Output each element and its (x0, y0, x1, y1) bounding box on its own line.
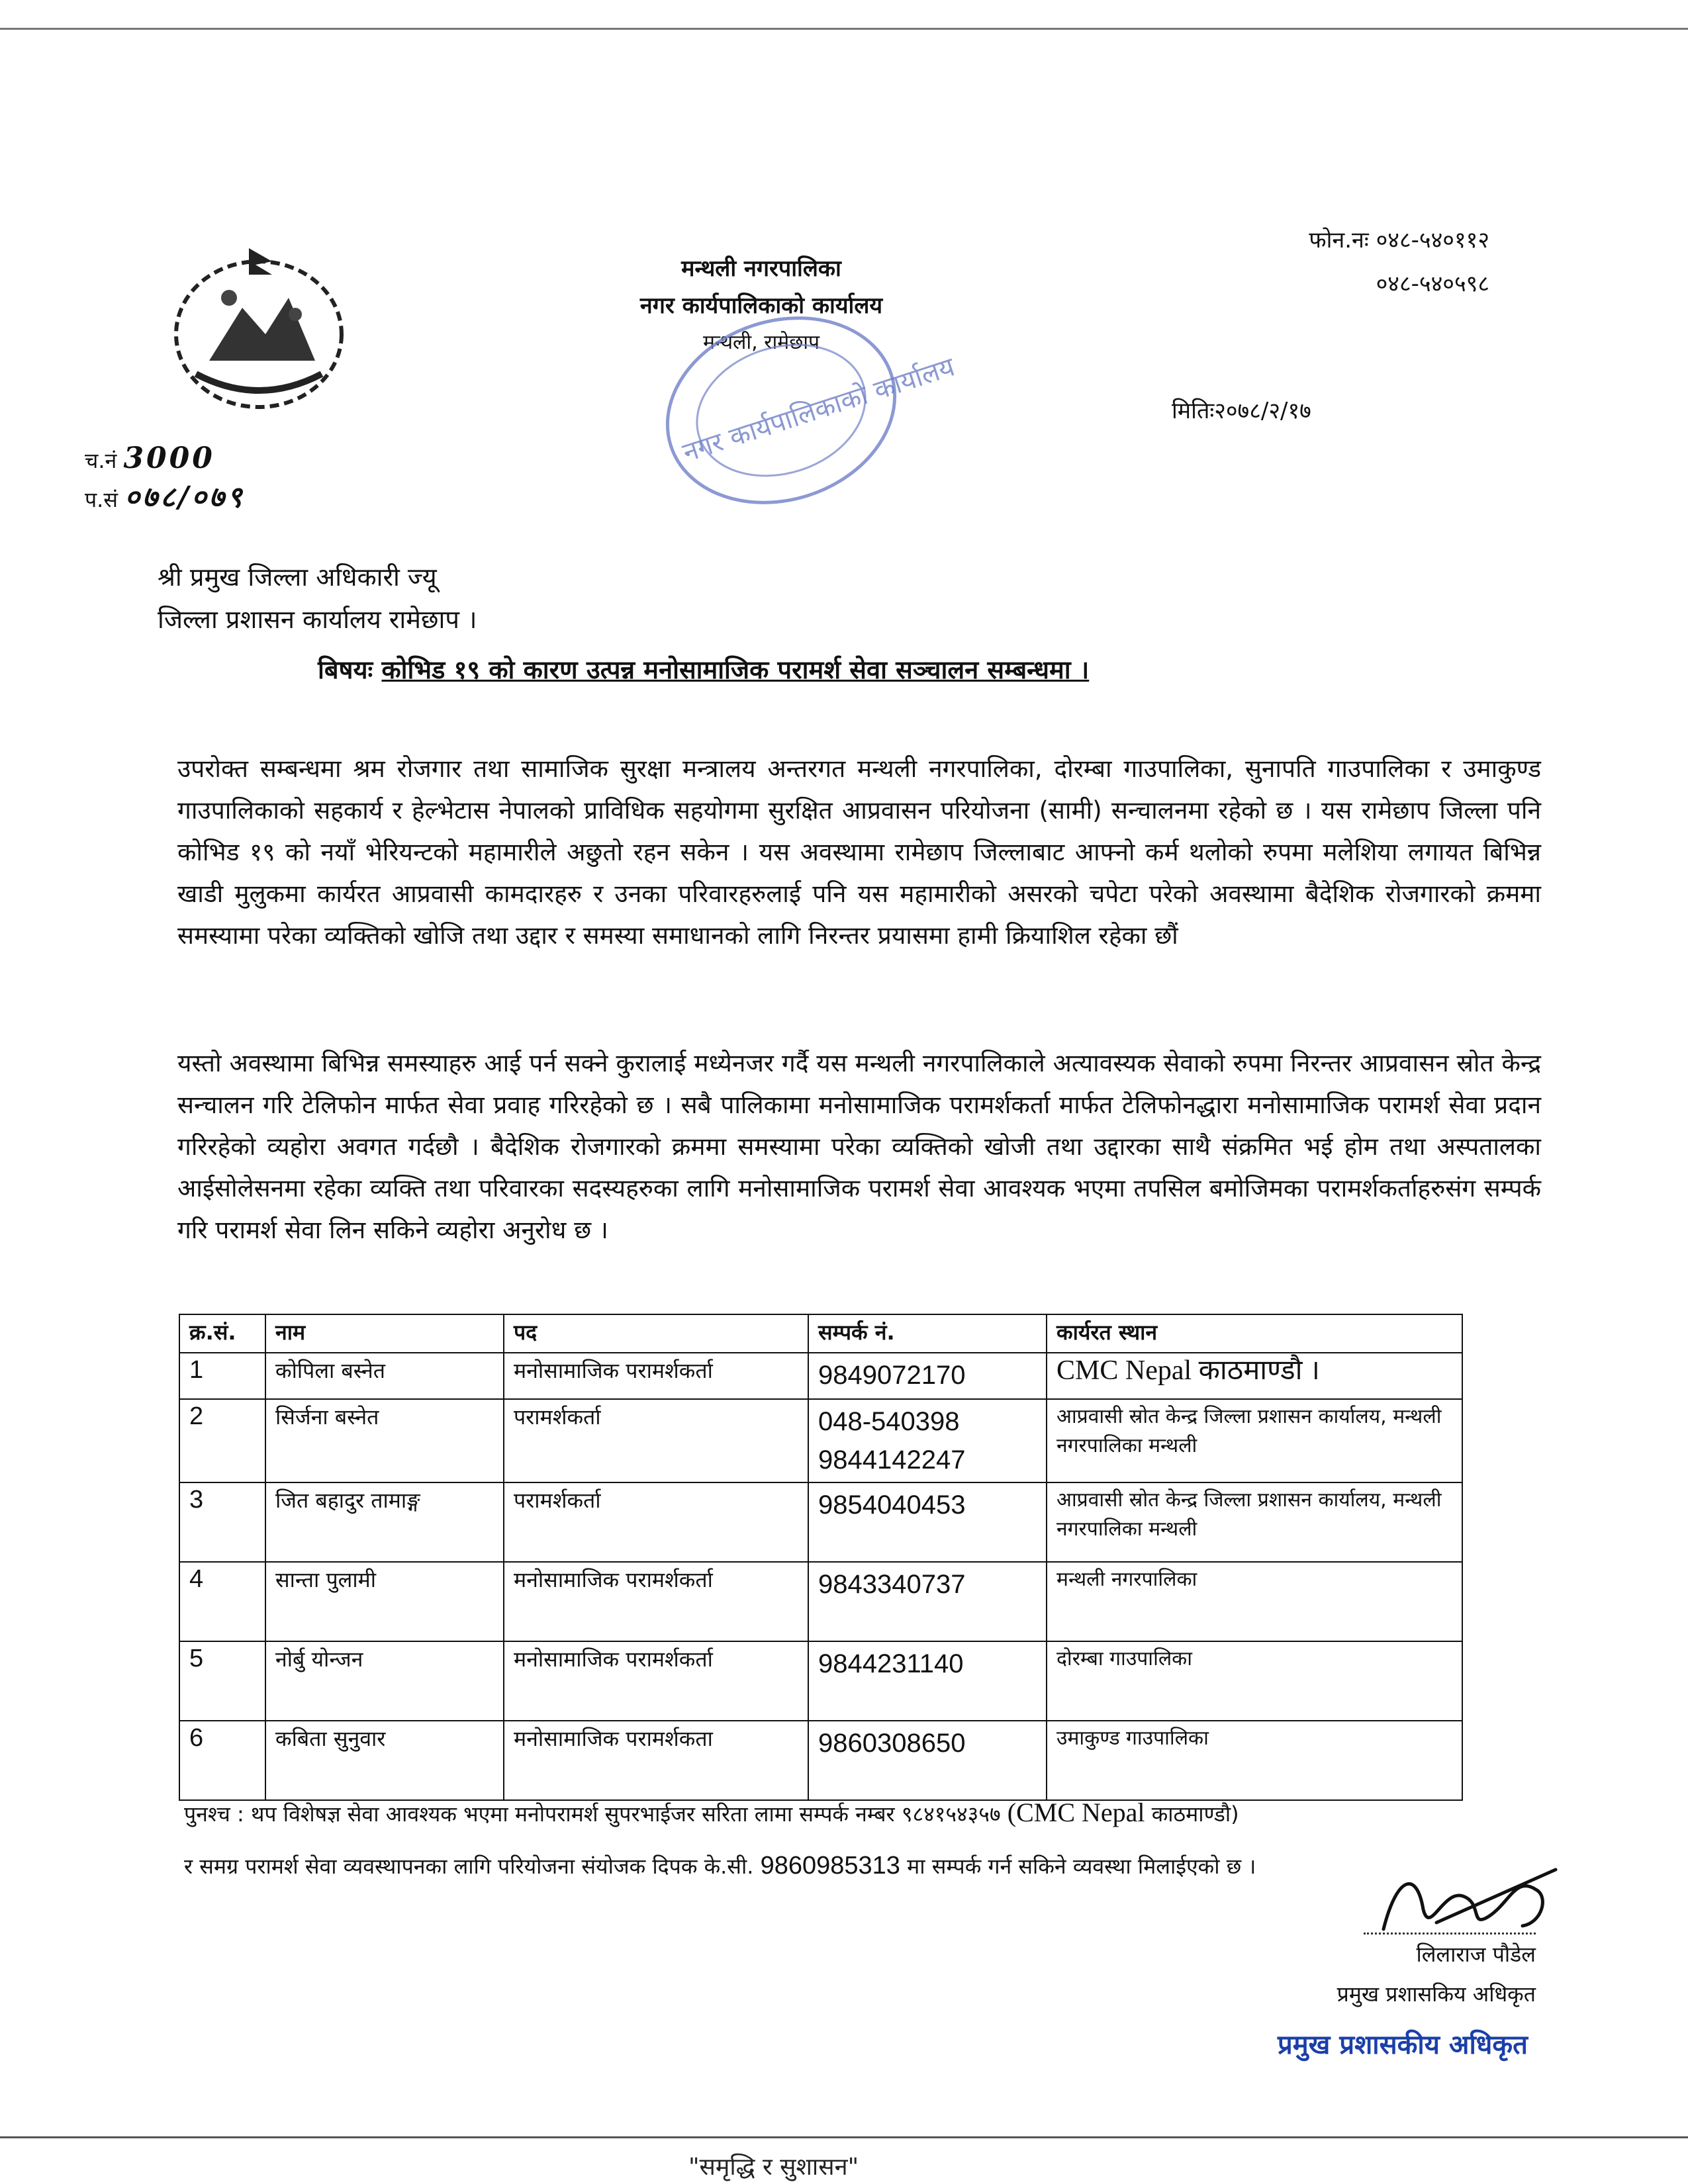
office-name: मन्थली नगरपालिका (681, 255, 841, 282)
phone-label: फोन.नः (1309, 227, 1369, 253)
cell-phone: 9854040453 (808, 1482, 1047, 1562)
cell-serial: 6 (179, 1721, 265, 1800)
addressee-line-2: जिल्ला प्रशासन कार्यालय रामेछाप । (158, 605, 477, 634)
postscript-city: काठमाण्डौ) (1151, 1801, 1239, 1827)
cell-name: सान्ता पुलामी (265, 1562, 504, 1641)
footer-slogan: "समृद्धि र सुशासन" (688, 2154, 859, 2181)
dispatch-number: 3000 (123, 441, 215, 475)
cell-workplace: CMC Nepal काठमाण्डौ । (1047, 1353, 1462, 1399)
table-row (179, 1562, 1462, 1641)
cell-serial: 5 (179, 1641, 265, 1721)
postscript-closing: मा सम्पर्क गर्न सकिने व्यवस्था मिलाईएको छ । (907, 1854, 1256, 1879)
table-row (179, 1399, 1462, 1482)
phone-block (1211, 218, 1489, 306)
cell-workplace: उमाकुण्ड गाउपालिका (1047, 1721, 1462, 1800)
cell-phone: 9844231140 (808, 1641, 1047, 1721)
dispatch-label: च.नं (85, 448, 117, 473)
official-seal-title: प्रमुख प्रशासकीय अधिकृत (1278, 2030, 1528, 2060)
cell-name: कोपिला बस्नेत (265, 1353, 504, 1399)
addressee (158, 556, 477, 641)
header-contact: सम्पर्क नं. (808, 1314, 1047, 1353)
header-post: पद (504, 1314, 808, 1353)
office-subname: नगर कार्यपालिकाको कार्यालय (639, 293, 883, 319)
office-address: मन्थली, रामेछाप (702, 331, 820, 354)
body-paragraph-1: उपरोक्त सम्बन्धमा श्रम रोजगार तथा सामाजिक सुरक्षा मन्त्रालय अन्तरगत मन्थली नगरपालिका, दोरम्बा गाउपालिका, सुनापति गाउपालिका र उमाकुण्ड गाउपालिकाको सहकार्य र हेल्भेटास नेपालको प्राविधिक सहयोगमा सुरक्षित आप्रवासन परियोजना (सामी) सन्चालनमा रहेको छ । यस रामेछाप जिल्ला पनि कोभिड १९ को नयाँ भेरियन्टको महामारीले अछुतो रहन सकेन । यस अवस्थामा रामेछाप जिल्लाबाट आफ्नो कर्म थलोको रुपमा मलेशिया लगायत बिभिन्न खाडी मुलुकमा कार्यरत आप्रवासी कामदारहरु र उनका परिवारहरुलाई पनि यस महामारीको असरको चपेटा परेको अवस्थामा बैदेशिक रोजगारको क्रममा समस्यामा परेका व्यक्तिको खोजि तथा उद्दार र समस्या समाधानको लागि निरन्तर प्रयासमा हामी क्रियाशिल रहेका छौं (177, 754, 1541, 950)
fiscal-year-value: ०७८/०७९ (124, 480, 245, 514)
table-header-row (179, 1314, 1462, 1353)
cell-workplace: मन्थली नगरपालिका (1047, 1562, 1462, 1641)
cell-phone: 9849072170 (808, 1353, 1047, 1399)
cell-post: परामर्शकर्ता (504, 1399, 808, 1482)
nepal-emblem-logo (150, 235, 368, 420)
header-name: नाम (265, 1314, 504, 1353)
cell-serial: 4 (179, 1562, 265, 1641)
cell-workplace: आप्रवासी स्रोत केन्द्र जिल्ला प्रशासन कार्यालय, मन्थली नगरपालिका मन्थली (1047, 1482, 1462, 1562)
cell-serial: 2 (179, 1399, 265, 1482)
subject-line (318, 652, 1089, 686)
footer-border-line (0, 2136, 1688, 2138)
office-stamp (616, 278, 959, 516)
cell-serial: 3 (179, 1482, 265, 1562)
phone-number-1: ०४८-५४०११२ (1376, 227, 1489, 253)
coordinator-phone: 9860985313 (760, 1852, 900, 1880)
cell-phone: 9860308650 (808, 1721, 1047, 1800)
postscript-coordinator: र समग्र परामर्श सेवा व्यवस्थापनका लागि परियोजना संयोजक दिपक के.सी. (184, 1854, 754, 1879)
letter-date: मितिः२०७८/२/१७ (1172, 398, 1311, 424)
table-row (179, 1482, 1462, 1562)
cell-phone: 048-540398 9844142247 (808, 1399, 1047, 1482)
subject-text: कोभिड १९ को कारण उत्पन्न मनोसामाजिक परामर्श सेवा सञ्चालन सम्बन्धमा । (381, 655, 1090, 684)
cell-post: परामर्शकर्ता (504, 1482, 808, 1562)
header-workplace: कार्यरत स्थान (1047, 1314, 1462, 1353)
cell-name: सिर्जना बस्नेत (265, 1399, 504, 1482)
addressee-line-1: श्री प्रमुख जिल्ला अधिकारी ज्यू (158, 563, 437, 592)
cell-workplace: दोरम्बा गाउपालिका (1047, 1641, 1462, 1721)
phone-number-2: ०४८-५४०५९८ (1376, 271, 1489, 297)
cell-post: मनोसामाजिक परामर्शकता (504, 1721, 808, 1800)
cell-post: मनोसामाजिक परामर्शकर्ता (504, 1562, 808, 1641)
cell-post: मनोसामाजिक परामर्शकर्ता (504, 1353, 808, 1399)
header-serial: क्र.सं. (179, 1314, 265, 1353)
subject-label: बिषयः (318, 655, 373, 684)
table-row (179, 1353, 1462, 1399)
stamp-text: नगर कार्यपालिकाको कार्यालय (679, 351, 959, 469)
counselor-contact-table (179, 1314, 1463, 1801)
cell-name: नोर्बु योन्जन (265, 1641, 504, 1721)
postscript-org: (CMC Nepal (1007, 1797, 1145, 1827)
top-border-line (0, 28, 1688, 30)
cell-name: जित बहादुर तामाङ्ग (265, 1482, 504, 1562)
signer-name: लिलाराज पौडेल (1416, 1942, 1536, 1967)
body-paragraph-2: यस्तो अवस्थामा बिभिन्न समस्याहरु आई पर्न सक्ने कुरालाई मध्येनजर गर्दै यस मन्थली नगरपालिकाले अत्यावस्यक सेवाको रुपमा निरन्तर आप्रवासन स्रोत केन्द्र सन्चालन गरि टेलिफोन मार्फत सेवा प्रवाह गरिरहेको छ । सबै पालिकामा मनोसामाजिक परामर्शकर्ता मार्फत टेलिफोनद्धारा मनोसामाजिक परामर्श सेवा प्रदान गरिरहेको व्यहोरा अवगत गर्दछौ । बैदेशिक रोजगारको क्रममा समस्यामा परेका व्यक्तिको खोजी तथा उद्दारका साथै संक्रमित भई होम तथा अस्पतालका आईसोलेसनमा रहेका व्यक्ति तथा परिवारका सदस्यहरुका लागि मनोसामाजिक परामर्श सेवा आवश्यक भएमा तपसिल बमोजिमका परामर्शकर्ताहरुसंग सम्पर्क गरि परामर्श सेवा लिन सकिने व्यहोरा अनुरोध छ । (177, 1049, 1541, 1244)
table-row (179, 1641, 1462, 1721)
cell-serial: 1 (179, 1353, 265, 1399)
cell-workplace: आप्रवासी स्रोत केन्द्र जिल्ला प्रशासन कार्यालय, मन्थली नगरपालिका मन्थली (1047, 1399, 1462, 1482)
cell-post: मनोसामाजिक परामर्शकर्ता (504, 1641, 808, 1721)
cell-name: कबिता सुनुवार (265, 1721, 504, 1800)
cell-phone: 9843340737 (808, 1562, 1047, 1641)
signer-title: प्रमुख प्रशासकिय अधिकृत (1336, 1981, 1536, 2007)
signer-block (1244, 1933, 1536, 2014)
reference-numbers (85, 440, 245, 518)
fiscal-year-label: प.सं (85, 487, 118, 512)
postscript-text: पुनश्च : थप विशेषज्ञ सेवा आवश्यक भएमा मनोपरामर्श सुपरभाईजर सरिता लामा सम्पर्क नम्बर ९८४१५४३५७ (184, 1801, 1001, 1827)
postscript-line-1 (184, 1787, 1574, 1840)
